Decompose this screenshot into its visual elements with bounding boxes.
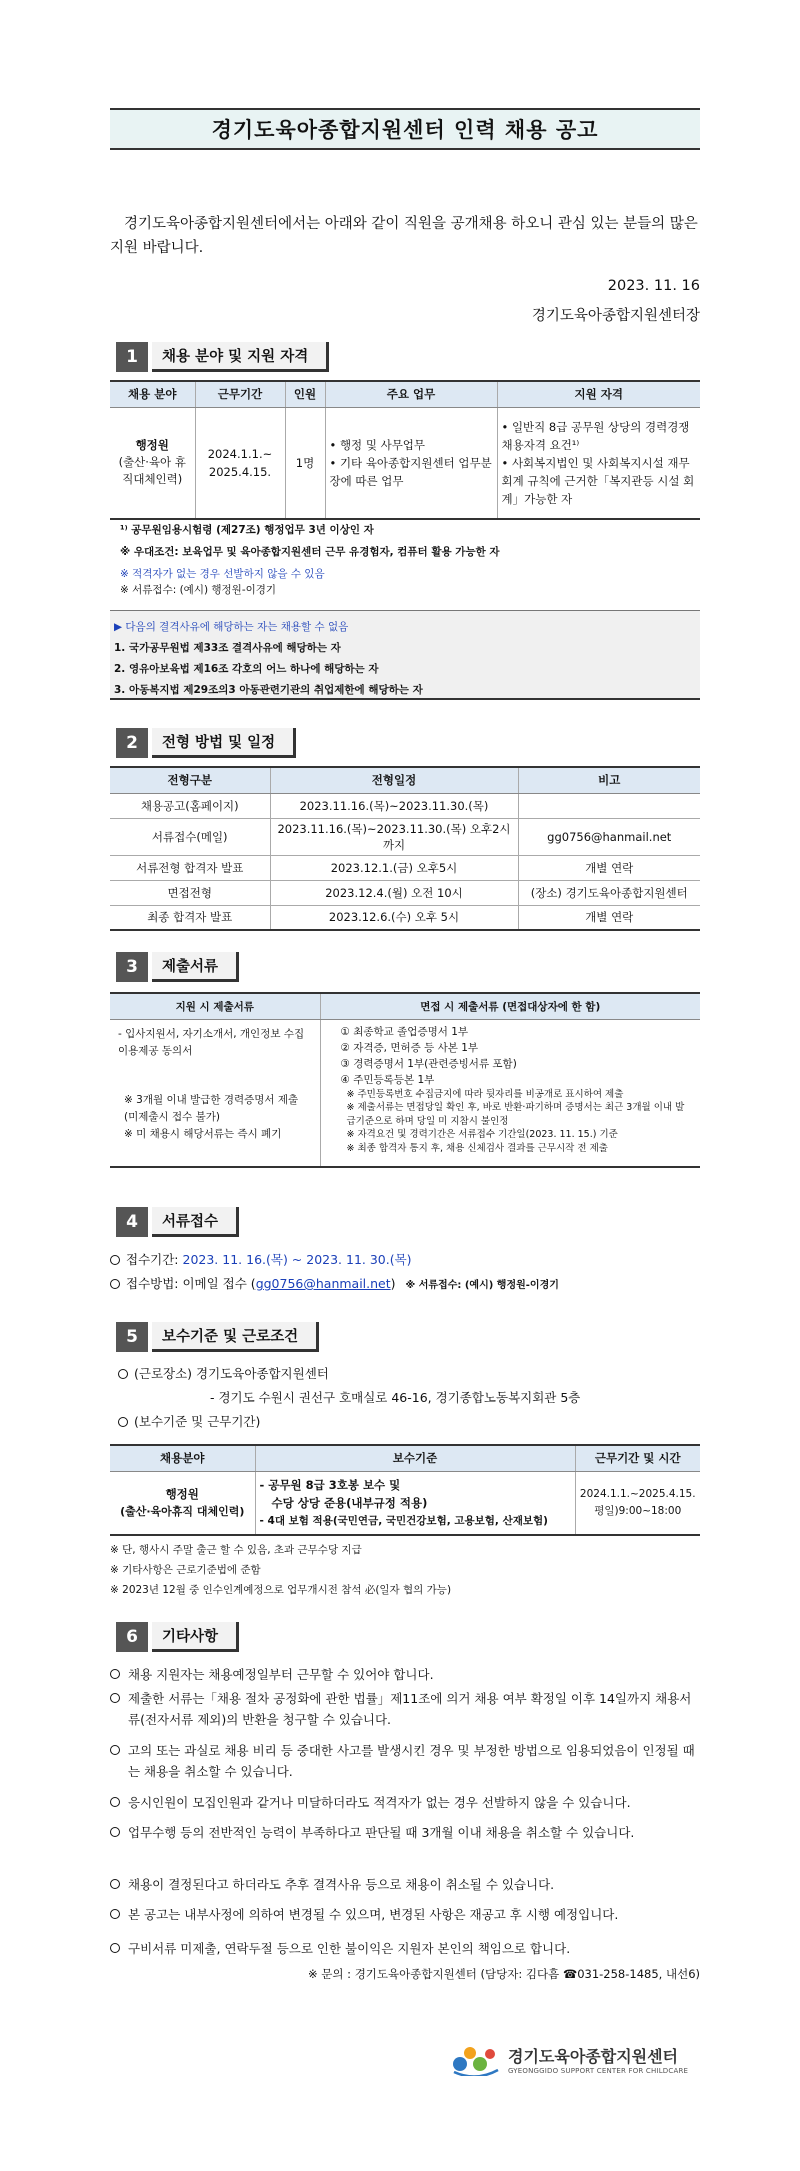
period-cell: 2024.1.1.~ 2025.4.15. (195, 407, 285, 519)
receipt-period (110, 1250, 412, 1270)
preference-note: ※ 우대조건: 보육업무 및 육아종합지원센터 근무 유경험자, 컴퓨터 활용 가능한 자 (120, 546, 500, 558)
documents-table (110, 992, 700, 1168)
interview-notes (341, 1088, 693, 1156)
schedule-cell: 2023.12.4.(월) 오전 10시 (270, 880, 518, 905)
pay-criteria-item: 수당 상당 준용(내부규정 적용) (271, 1495, 428, 1510)
column-header: 전형구분 (110, 767, 270, 793)
section-title: 제출서류 (152, 952, 239, 982)
page-title: 경기도육아종합지원센터 인력 채용 공고 (211, 118, 599, 142)
etc-item: 구비서류 미제출, 연락두절 등으로 인한 불이익은 지원자 본인의 책임으로 합니다. (110, 1938, 700, 1959)
table-row (110, 818, 700, 855)
pay-criteria-cell (255, 1471, 575, 1535)
column-header: 보수기준 (255, 1445, 575, 1471)
table-row (110, 880, 700, 905)
remark-cell: (장소) 경기도육아종합지원센터 (518, 880, 700, 905)
notice-page (110, 0, 700, 2171)
paren-close: ) (390, 1276, 396, 1291)
section-number: 1 (116, 342, 148, 372)
remark-cell (518, 793, 700, 818)
logo-english: GYEONGGIDO SUPPORT CENTER FOR CHILDCARE (508, 2066, 689, 2075)
column-header: 비고 (518, 767, 700, 793)
section-number: 6 (116, 1622, 148, 1652)
disqualification-heading: ▶ 다음의 결격사유에 해당하는 자는 채용할 수 없음 (114, 621, 349, 633)
stage-cell: 채용공고(홈페이지) (110, 793, 270, 818)
etc-item: 고의 또는 과실로 채용 비리 등 중대한 사고를 발생시킨 경우 및 부정한 방법으로 임용되었음이 인정될 때는 채용을 취소할 수 있습니다. (110, 1740, 700, 1782)
section-number: 4 (116, 1207, 148, 1237)
contact-info: ※ 문의 : 경기도육아종합지원센터 (담당자: 김다흠 ☎031-258-1485, 내선6) (308, 1967, 700, 1981)
title-band (110, 108, 700, 150)
etc-item: 업무수행 등의 전반적인 능력이 부족하다고 판단될 때 3개월 이내 채용을 취소할 수 있습니다. (110, 1822, 700, 1843)
pay-table (110, 1444, 700, 1536)
logo-name: 경기도육아종합지원센터 (508, 2046, 679, 2066)
disqualification-item: 1. 국가공무원법 제33조 결격사유에 해당하는 자 (114, 642, 341, 654)
etc-item: 응시인원이 모집인원과 같거나 미달하더라도 적격자가 없는 경우 선발하지 않을 수 있습니다. (110, 1792, 700, 1813)
receipt-period-value: 2023. 11. 16.(목) ~ 2023. 11. 30.(목) (182, 1252, 412, 1267)
pay-note: ※ 단, 행사시 주말 출근 할 수 있음, 초과 근무수당 지급 (110, 1544, 362, 1556)
circle-bullet-icon (110, 1745, 120, 1755)
column-header: 지원 자격 (497, 381, 700, 407)
schedule-cell: 2023.11.16.(목)~2023.11.30.(목) (270, 793, 518, 818)
career-cert-note: ※ 3개월 이내 발급한 경력증명서 제출 (미제출시 접수 불가) (124, 1093, 299, 1123)
disqualification-box (110, 610, 700, 700)
section-number: 2 (116, 728, 148, 758)
field-subtitle: (출산·육아 휴직대체인력) (118, 455, 186, 487)
stage-cell: 면접전형 (110, 880, 270, 905)
section-number: 3 (116, 952, 148, 982)
pay-field-title: 행정원 (165, 1486, 199, 1501)
issuer-name: 경기도육아종합지원센터장 (531, 308, 700, 324)
interview-note: ※ 주민등록번호 수집금지에 따라 뒷자리를 비공개로 표시하여 제출 (346, 1088, 624, 1100)
qualification-cell (497, 407, 700, 519)
work-place (118, 1364, 329, 1384)
schedule-table (110, 766, 700, 931)
etc-item: 본 공고는 내부사정에 의하여 변경될 수 있으며, 변경된 사항은 재공고 후 시행 예정입니다. (110, 1904, 700, 1925)
email-link[interactable]: gg0756@hanmail.net (255, 1276, 391, 1291)
pay-note: ※ 2023년 12월 중 인수인계예정으로 업무개시전 참석 必(일자 협의 가능) (110, 1584, 452, 1596)
section-title: 서류접수 (152, 1207, 239, 1237)
table-row (110, 905, 700, 930)
circle-bullet-icon (110, 1909, 120, 1919)
apply-documents-cell (110, 1019, 320, 1167)
schedule-cell: 2023.11.16.(목)~2023.11.30.(목) 오후2시까지 (270, 818, 518, 855)
section-2-heading (116, 728, 296, 758)
schedule-cell: 2023.12.1.(금) 오후5시 (270, 855, 518, 880)
remark-cell: gg0756@hanmail.net (518, 818, 700, 855)
receipt-period-label: 접수기간: (126, 1252, 183, 1267)
section-number: 5 (116, 1322, 148, 1352)
pay-note: ※ 기타사항은 근로기준법에 준함 (110, 1564, 261, 1576)
circle-bullet-icon (118, 1369, 128, 1379)
document-item: ④ 주민등록등본 1부 (340, 1073, 435, 1086)
center-logo (450, 2042, 688, 2076)
circle-bullet-icon (110, 1943, 120, 1953)
section-title: 기타사항 (152, 1622, 239, 1652)
circle-bullet-icon (110, 1669, 120, 1679)
interview-note: ※ 제출서류는 면접당일 확인 후, 바로 반환·파기하며 증명서는 최근 3개월 이내 발급기준으로 하며 당일 미 지참시 불인정 (346, 1102, 685, 1127)
section-3-heading (116, 952, 239, 982)
work-place-label: (근로장소) 경기도육아종합지원센터 (134, 1366, 329, 1381)
duty-item: • 기타 육아종합지원센터 업무분장에 따른 업무 (329, 455, 492, 488)
column-header: 근무기간 (195, 381, 285, 407)
pay-criteria-item: - 공무원 8급 3호봉 보수 및 (259, 1477, 401, 1492)
apply-documents: - 입사지원서, 자기소개서, 개인정보 수집 이용제공 동의서 (118, 1027, 305, 1057)
circle-bullet-icon (118, 1417, 128, 1427)
etc-item: 제출한 서류는「채용 절차 공정화에 관한 법률」제11조에 의거 채용 여부 확정일 이후 14일까지 채용서류(전자서류 제외)의 반환을 청구할 수 있습니다. (110, 1688, 700, 1730)
document-item: ③ 경력증명서 1부(관련증빙서류 포함) (340, 1057, 517, 1070)
intro-text: 경기도육아종합지원센터에서는 아래와 같이 직원을 공개채용 하오니 관심 있는 분들의 많은 지원 바랍니다. (110, 216, 698, 256)
recruitment-table (110, 380, 700, 520)
column-header: 채용분야 (110, 1445, 255, 1471)
stage-cell: 서류전형 합격자 발표 (110, 855, 270, 880)
qualification-item: • 일반직 8급 공무원 상당의 경력경쟁채용자격 요건¹⁾ (501, 419, 690, 452)
table-row (110, 855, 700, 880)
column-header: 지원 시 제출서류 (110, 993, 320, 1019)
circle-bullet-icon (110, 1693, 120, 1703)
circle-bullet-icon (110, 1279, 120, 1289)
footnote-1: ¹⁾ 공무원임용시험령 (제27조) 행정업무 3년 이상인 자 (120, 524, 374, 536)
work-address: - 경기도 수원시 권선구 호매실로 46-16, 경기종합노동복지회관 5층 (210, 1390, 581, 1405)
interview-documents-cell (320, 1019, 700, 1167)
document-item: ① 최종학교 졸업증명서 1부 (340, 1025, 469, 1038)
receipt-method-label: 접수방법: 이메일 접수 ( (126, 1276, 256, 1291)
document-item: ② 자격증, 면허증 등 사본 1부 (340, 1041, 479, 1054)
circle-bullet-icon (110, 1879, 120, 1889)
receipt-method (110, 1274, 559, 1296)
pay-field-cell (110, 1471, 255, 1535)
column-header: 전형일정 (270, 767, 518, 793)
column-header: 면접 시 제출서류 (면접대상자에 한 함) (320, 993, 700, 1019)
disqualification-item: 2. 영유아보육법 제16조 각호의 어느 하나에 해당하는 자 (114, 663, 379, 675)
etc-item: 채용 지원자는 채용예정일부터 근무할 수 있어야 합니다. (110, 1664, 700, 1685)
column-header: 인원 (285, 381, 325, 407)
section-4-heading (116, 1207, 239, 1237)
notice-date: 2023. 11. 16 (607, 278, 700, 294)
section-title: 전형 방법 및 일정 (152, 728, 296, 758)
pay-criteria-item: - 4대 보험 적용(국민연금, 국민건강보험, 고용보험, 산재보험) (259, 1514, 548, 1527)
count-cell: 1명 (285, 407, 325, 519)
remark-cell: 개별 연락 (518, 855, 700, 880)
pay-field-subtitle: (출산·육아휴직 대체인력) (120, 1504, 245, 1518)
interview-note: ※ 자격요건 및 경력기간은 서류접수 기간일(2023. 11. 15.) 기준 (346, 1129, 618, 1140)
childcare-logo-icon (450, 2042, 502, 2076)
section-6-heading (116, 1622, 239, 1652)
duty-item: • 행정 및 사무업무 (329, 437, 426, 452)
column-header: 채용 분야 (110, 381, 195, 407)
disqualification-item: 3. 아동복지법 제29조의3 아동관련기관의 취업제한에 해당하는 자 (114, 684, 423, 696)
duty-cell (325, 407, 497, 519)
receipt-method-note: ※ 서류접수: (예시) 행정원-이경기 (405, 1280, 559, 1291)
section-title: 채용 분야 및 지원 자격 (152, 342, 329, 372)
qualification-item: • 사회복지법인 및 사회복지시설 재무회계 규칙에 근거한「복지관등 시설 회계」가능한 자 (501, 455, 695, 506)
remark-cell: 개별 연락 (518, 905, 700, 930)
table-row (110, 793, 700, 818)
section-5-heading (116, 1322, 319, 1352)
circle-bullet-icon (110, 1797, 120, 1807)
section-title: 보수기준 및 근로조건 (152, 1322, 319, 1352)
work-period-cell: 2024.1.1.~2025.4.15. 평일)9:00~18:00 (575, 1471, 700, 1535)
field-title: 행정원 (135, 438, 169, 453)
circle-bullet-icon (110, 1255, 120, 1265)
pay-heading (118, 1412, 260, 1432)
column-header: 근무기간 및 시간 (575, 1445, 700, 1471)
interview-note: ※ 최종 합격자 통지 후, 채용 신체검사 결과를 근무시작 전 제출 (346, 1142, 608, 1154)
field-cell (110, 407, 195, 519)
stage-cell: 최종 합격자 발표 (110, 905, 270, 930)
discard-note: ※ 미 채용시 해당서류는 즉시 폐기 (124, 1127, 282, 1140)
section-1-heading (116, 342, 329, 372)
pay-heading-label: (보수기준 및 근무기간) (134, 1414, 261, 1429)
no-qualified-note: ※ 적격자가 없는 경우 선발하지 않을 수 있음 (120, 568, 325, 580)
etc-item: 채용이 결정된다고 하더라도 추후 결격사유 등으로 채용이 취소될 수 있습니다. (110, 1874, 700, 1895)
schedule-cell: 2023.12.6.(수) 오후 5시 (270, 905, 518, 930)
stage-cell: 서류접수(메일) (110, 818, 270, 855)
application-subject-note: ※ 서류접수: (예시) 행정원-이경기 (120, 584, 277, 596)
column-header: 주요 업무 (325, 381, 497, 407)
circle-bullet-icon (110, 1827, 120, 1837)
